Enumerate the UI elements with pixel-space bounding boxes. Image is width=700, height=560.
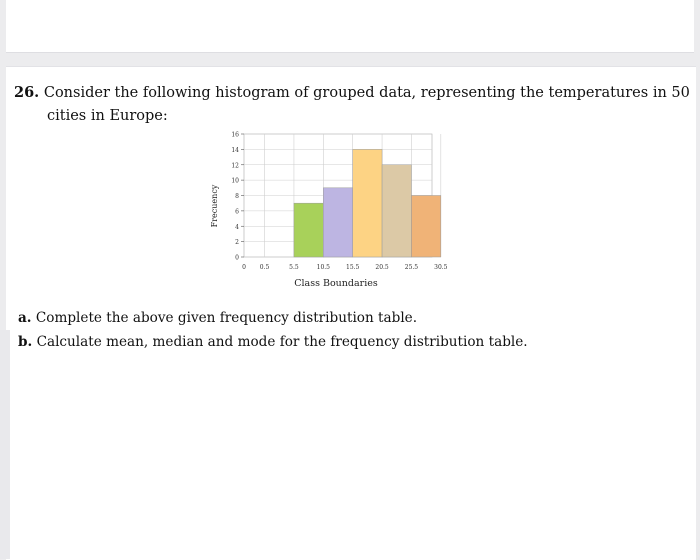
y-tick-label: 0 [235, 254, 239, 262]
y-tick-label: 16 [231, 131, 239, 139]
x-axis-label: Class Boundaries [294, 278, 378, 289]
left-edge-shadow [0, 330, 10, 559]
question-text-2: cities in Europe: [47, 108, 168, 124]
question-number: 26. [14, 84, 40, 101]
y-tick-label: 14 [231, 146, 239, 154]
part-b [18, 334, 528, 350]
x-tick-label: 30.5 [434, 264, 448, 271]
histogram-bar [323, 188, 352, 257]
question-text-1: Consider the following histogram of grouped data, representing the temperatures in 50 [43, 85, 690, 101]
y-tick-label: 4 [235, 223, 239, 231]
y-axis-label: Frecuency [210, 184, 219, 228]
x-tick-label: 10.5 [316, 264, 330, 271]
histogram-bar [353, 149, 382, 257]
y-tick-label: 6 [235, 208, 239, 216]
histogram-bar [382, 165, 411, 257]
histogram-bar [294, 203, 323, 257]
part-a-label: a. [18, 310, 32, 326]
x-tick-label: 15.5 [346, 264, 360, 271]
x-tick-label: 0.5 [259, 264, 270, 271]
x-tick-label: 0 [242, 264, 246, 271]
previous-question-card [6, 0, 694, 53]
histogram-bar [411, 196, 440, 258]
part-b-label: b. [18, 334, 33, 350]
y-tick-label: 8 [235, 193, 239, 200]
question-line-2 [47, 108, 168, 124]
x-tick-label: 25.5 [404, 264, 419, 271]
part-b-text: Calculate mean, median and mode for the frequency distribution table. [36, 334, 528, 350]
x-tick-label: 5.5 [289, 264, 299, 271]
y-tick-label: 10 [231, 177, 239, 185]
part-a-text: Complete the above given frequency distribution table. [35, 310, 418, 326]
question-line-1 [14, 84, 690, 101]
y-tick-label: 2 [235, 239, 239, 247]
y-tick-label: 12 [231, 162, 239, 170]
histogram-chart [200, 128, 450, 293]
part-a [18, 310, 417, 326]
x-tick-label: 20.5 [375, 264, 389, 271]
